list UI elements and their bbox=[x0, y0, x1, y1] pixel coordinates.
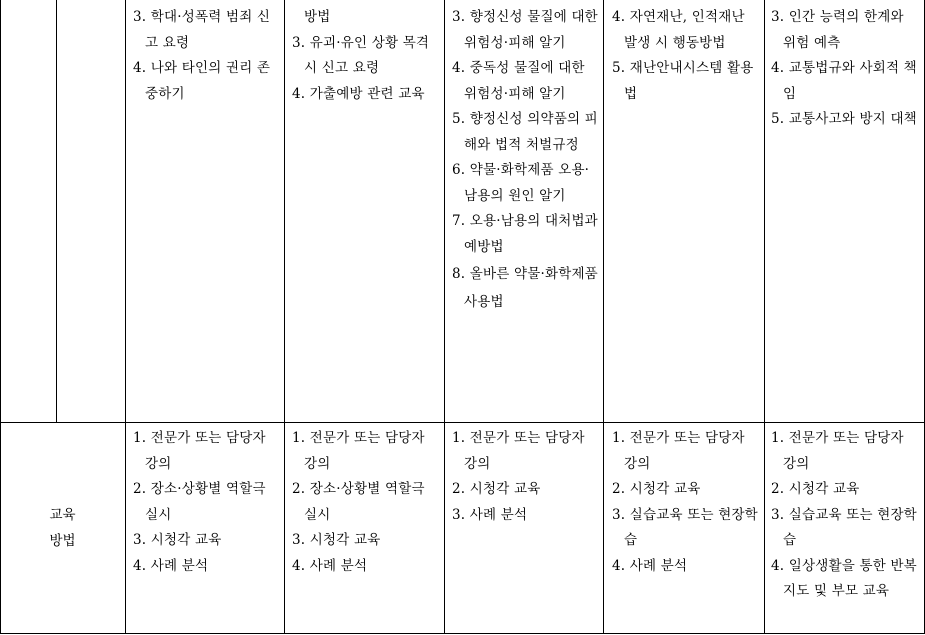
method-cell-2 bbox=[292, 426, 439, 579]
list-item: 7. 오용·남용의 대처법과 예방법 bbox=[452, 213, 598, 255]
list-item: 3. 실습교육 또는 현장학습 bbox=[771, 506, 917, 548]
method-cell-3 bbox=[452, 426, 598, 528]
list-item: 3. 사례 분석 bbox=[452, 506, 528, 523]
table-bottom-border bbox=[0, 633, 925, 634]
list-item: 2. 시청각 교육 bbox=[452, 481, 541, 497]
column-divider bbox=[125, 0, 126, 634]
content-cell-4 bbox=[612, 5, 758, 107]
list-item: 4. 사례 분석 bbox=[133, 557, 209, 574]
row-label-education-method bbox=[0, 503, 125, 554]
list-item: 방법 bbox=[304, 9, 331, 25]
list-item: 2. 장소·상황별 역할극 실시 bbox=[133, 481, 266, 523]
column-divider bbox=[444, 0, 445, 634]
list-item: 4. 일상생활을 통한 반복 지도 및 부모 교육 bbox=[771, 557, 917, 599]
list-item: 3. 인간 능력의 한계와 위험 예측 bbox=[771, 9, 904, 51]
list-item: 3. 시청각 교육 bbox=[133, 532, 222, 548]
list-item: 3. 학대·성폭력 범죄 신고 요령 bbox=[133, 9, 271, 51]
list-item: 4. 사례 분석 bbox=[292, 557, 368, 574]
content-cell-2 bbox=[292, 5, 439, 107]
list-item: 5. 재난안내시스템 활용법 bbox=[612, 60, 754, 102]
column-divider bbox=[603, 0, 604, 634]
row-label-line: 교육 bbox=[49, 507, 76, 523]
list-item: 3. 실습교육 또는 현장학습 bbox=[612, 506, 758, 548]
list-item: 4. 교통법규와 사회적 책임 bbox=[771, 60, 917, 102]
list-item: 2. 시청각 교육 bbox=[612, 481, 701, 497]
list-item: 2. 시청각 교육 bbox=[771, 481, 860, 497]
row-label-line: 방법 bbox=[49, 532, 76, 549]
list-item: 3. 향정신성 물질에 대한 위험성·피해 알기 bbox=[452, 9, 598, 51]
list-item: 4. 자연재난, 인적재난 발생 시 행동방법 bbox=[612, 9, 745, 51]
list-item: 6. 약물·화학제품 오용·남용의 원인 알기 bbox=[452, 162, 590, 204]
list-item: 4. 사례 분석 bbox=[612, 557, 688, 574]
row-divider bbox=[0, 422, 925, 423]
list-item: 5. 교통사고와 방지 대책 bbox=[771, 111, 917, 127]
list-item: 3. 유괴·유인 상황 목격 시 신고 요령 bbox=[292, 34, 430, 76]
list-item: 2. 장소·상황별 역할극 실시 bbox=[292, 481, 425, 523]
content-cell-3 bbox=[452, 5, 598, 316]
list-item: 1. 전문가 또는 담당자 강의 bbox=[612, 430, 745, 472]
method-cell-1 bbox=[133, 426, 279, 579]
column-divider bbox=[284, 0, 285, 634]
method-cell-4 bbox=[612, 426, 758, 579]
list-item: 4. 가출예방 관련 교육 bbox=[292, 85, 425, 102]
list-item: 1. 전문가 또는 담당자 강의 bbox=[133, 430, 266, 472]
list-item: 4. 중독성 물질에 대한 위험성·피해 알기 bbox=[452, 60, 585, 102]
column-divider bbox=[764, 0, 765, 634]
content-cell-5 bbox=[771, 5, 919, 133]
list-item: 1. 전문가 또는 담당자 강의 bbox=[292, 430, 425, 472]
list-item: 4. 나와 타인의 권리 존중하기 bbox=[133, 60, 271, 102]
content-cell-1 bbox=[133, 5, 279, 107]
list-item: 1. 전문가 또는 담당자 강의 bbox=[452, 430, 585, 472]
method-cell-5 bbox=[771, 426, 919, 605]
list-item: 8. 올바른 약물·화학제품 사용법 bbox=[452, 266, 598, 310]
subcategory-divider bbox=[56, 0, 57, 422]
list-item: 3. 시청각 교육 bbox=[292, 532, 381, 548]
list-item: 1. 전문가 또는 담당자 강의 bbox=[771, 430, 904, 472]
list-item: 5. 향정신성 의약품의 피해와 법적 처벌규정 bbox=[452, 111, 598, 153]
